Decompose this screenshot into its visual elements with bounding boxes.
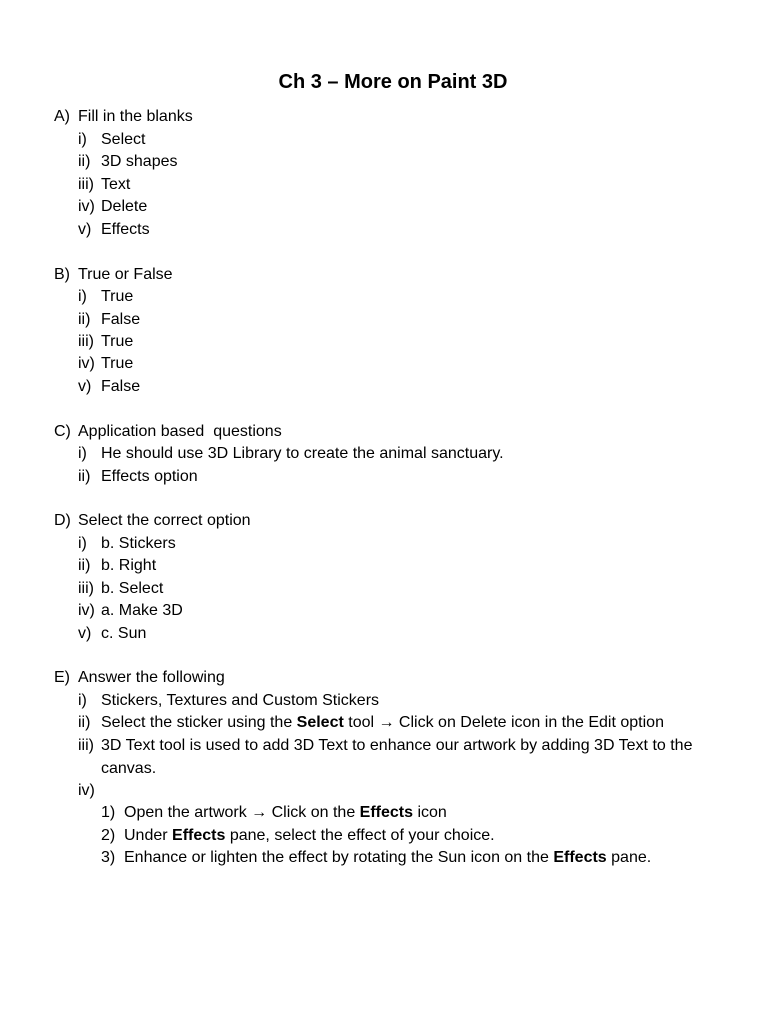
list-item: c. Sun [101, 625, 147, 642]
list-item: 3D shapes [101, 153, 178, 170]
section-c-letter: C) [54, 423, 71, 440]
list-item: a. Make 3D [101, 602, 183, 619]
list-item: False [101, 378, 141, 395]
list-item-number: i) [78, 288, 87, 305]
sub-item-number: 2) [101, 827, 116, 844]
section-e-heading: Answer the following [78, 669, 225, 686]
step-text: Under [124, 827, 173, 844]
section-d-heading: Select the correct option [78, 512, 251, 529]
list-item-number: ii) [78, 468, 91, 485]
list-item: Select [101, 131, 146, 148]
list-item-number: iii) [78, 176, 94, 193]
list-item: He should use 3D Library to create the animal sanctuary. [101, 445, 504, 462]
section-b-letter: B) [54, 266, 70, 283]
list-item-number: i) [78, 692, 87, 709]
section-b-heading: True or False [78, 266, 173, 283]
sub-item-number: 1) [101, 804, 116, 821]
answer-text: tool → Click on Delete icon in the Edit option [343, 714, 664, 731]
page-title: Ch 3 – More on Paint 3D [278, 71, 508, 93]
list-item-number: ii) [78, 153, 91, 170]
list-item-number: ii) [78, 311, 91, 328]
list-item-number: v) [78, 625, 92, 642]
list-item: b. Stickers [101, 535, 176, 552]
list-item-number: iv) [78, 355, 95, 372]
section-a-letter: A) [54, 108, 70, 125]
list-item: False [101, 311, 141, 328]
answer-text: Select the sticker using the [101, 714, 297, 731]
list-item-number: v) [78, 378, 92, 395]
section-c-heading: Application based questions [78, 423, 282, 440]
step-text: Open the artwork → Click on the [124, 804, 360, 821]
sub-item [124, 847, 651, 869]
list-item: Stickers, Textures and Custom Stickers [101, 692, 380, 709]
step-text: Enhance or lighten the effect by rotating the Sun icon on the [124, 849, 554, 866]
list-item-number: i) [78, 535, 87, 552]
list-item [101, 712, 664, 734]
list-item-number: iii) [78, 580, 94, 597]
section-e-letter: E) [54, 669, 70, 686]
step-text: pane. [606, 849, 652, 866]
list-item-continuation: canvas. [101, 760, 157, 777]
list-item: b. Right [101, 557, 157, 574]
list-item-number: i) [78, 445, 87, 462]
list-item: Delete [101, 198, 148, 215]
list-item-number: ii) [78, 714, 91, 731]
list-item-number: ii) [78, 557, 91, 574]
bold-keyword: Effects [359, 804, 414, 821]
bold-keyword: Select [296, 714, 344, 731]
list-item: b. Select [101, 580, 164, 597]
list-item: True [101, 333, 134, 350]
list-item: Effects option [101, 468, 198, 485]
list-item-number: iv) [78, 198, 95, 215]
bold-keyword: Effects [553, 849, 607, 866]
list-item: Effects [101, 221, 150, 238]
step-text: icon [413, 804, 447, 821]
list-item-number: iii) [78, 737, 94, 754]
list-item: 3D Text tool is used to add 3D Text to enhance our artwork by adding 3D Text to the [101, 737, 693, 754]
list-item-number: v) [78, 221, 92, 238]
list-item-number: iii) [78, 333, 94, 350]
step-text: pane, select the effect of your choice. [225, 827, 495, 844]
sub-item-number: 3) [101, 849, 116, 866]
list-item: True [101, 288, 134, 305]
list-item-number: i) [78, 131, 87, 148]
list-item: Text [101, 176, 131, 193]
section-d-letter: D) [54, 512, 71, 529]
list-item: True [101, 355, 134, 372]
list-item-number: iv) [78, 602, 95, 619]
sub-item [124, 825, 495, 847]
bold-keyword: Effects [172, 827, 226, 844]
sub-item [124, 802, 447, 824]
section-a-heading: Fill in the blanks [78, 108, 193, 125]
list-item-number: iv) [78, 782, 95, 799]
